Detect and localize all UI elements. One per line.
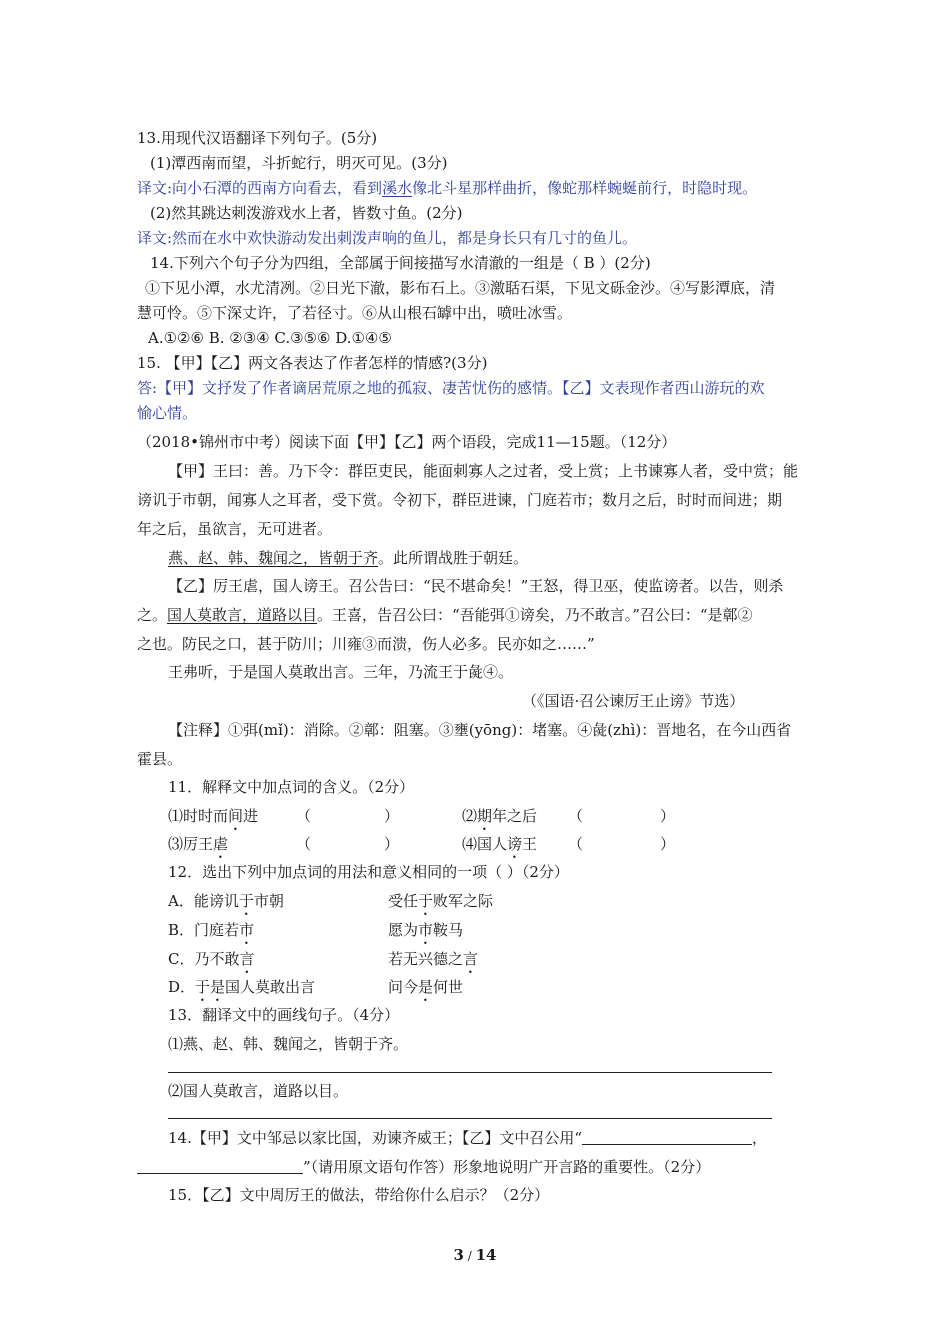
answer-line-1[interactable] (168, 1072, 772, 1073)
passage-jia-line-1: 【甲】王曰：善。乃下令：群臣吏民，能面刺寡人之过者，受上赏；上书谏寡人者，受中赏；能 (168, 462, 799, 480)
question-13b-sentence-1: ⑴燕、赵、韩、魏闻之，皆朝于齐。 (168, 1035, 409, 1053)
question-11-paren-2-open: （ (568, 807, 584, 825)
answer-line-2[interactable] (168, 1118, 772, 1119)
page-number: 3 / 14 (453, 1246, 497, 1264)
question-14-title: 14.下列六个句子分为四组，全部属于间接描写水清澈的一组是（ B ）(2分) (150, 254, 651, 272)
fill-blank-2[interactable] (137, 1159, 303, 1174)
question-13b-sentence-2: ⑵国人莫敢言，道路以目。 (168, 1082, 349, 1100)
passage-yi-line-2: 之。国人莫敢言，道路以目。王喜，告召公曰：“吾能弭①谤矣，乃不敢言。”召公曰：“是鄣② (137, 606, 753, 624)
fill-blank-1[interactable] (582, 1130, 752, 1145)
question-13-title: 13.用现代汉语翻译下列句子。(5分) (137, 129, 378, 147)
question-11-item-1: ⑴时时而间进 (168, 807, 259, 825)
question-12-option-d-left: D．于是国人莫敢出言 (168, 978, 316, 996)
notes-line-2: 霍县。 (137, 750, 183, 768)
reading-intro: （2018•锦州市中考）阅读下面【甲】【乙】两个语段，完成11—15题。（12分） (137, 433, 677, 451)
question-11-item-2: ⑵期年之后 (462, 807, 538, 825)
question-14b-line-1: 14.【甲】文中邹忌以家比国，劝谏齐威王；【乙】文中召公用“ ， (168, 1129, 768, 1147)
passage-yi-line-4: 王弗听，于是国人莫敢出言。三年，乃流王于彘④。 (168, 663, 514, 681)
question-13-sentence-1: (1)潭西南而望，斗折蛇行，明灭可见。(3分) (150, 154, 448, 172)
question-13-sentence-2: (2)然其跳达刺泼游戏水上者，皆数寸鱼。(2分) (150, 204, 463, 222)
question-13b-title: 13．翻译文中的画线句子。（4分） (168, 1006, 400, 1024)
question-12-option-c-right: 若无兴德之言 (388, 950, 479, 968)
question-15b-title: 15．【乙】文中周厉王的做法，带给你什么启示？（2分） (168, 1186, 550, 1204)
question-11-paren-2-close: ） (660, 807, 676, 825)
question-13-answer-2: 译文:然而在水中欢快游动发出刺泼声响的鱼儿，都是身长只有几寸的鱼儿。 (137, 229, 638, 247)
passage-yi-line-3: 之也。防民之口，甚于防川；川雍③而溃，伤人必多。民亦如之……” (137, 635, 595, 653)
question-12-option-b-left: B．门庭若市 (168, 921, 255, 939)
question-12-option-a-right: 受任于败军之际 (388, 892, 494, 910)
question-11-item-3: ⑶厉王虐 (168, 835, 229, 853)
question-14-line-1: ①下见小潭，水尤清冽。②日光下澈，影布石上。③激聒石渠，下见文砾金沙。④写影潭底，清 (145, 279, 776, 297)
question-12-option-d-right: 问今是何世 (388, 978, 464, 996)
question-14-options: A.①②⑥ B. ②③④ C.③⑤⑥ D.①④⑤ (148, 329, 392, 347)
question-12-option-b-right: 愿为市鞍马 (388, 921, 464, 939)
passage-jia-line-4: 燕、赵、韩、魏闻之，皆朝于齐。此所谓战胜于朝廷。 (168, 549, 529, 567)
question-11-paren-4-open: （ (568, 835, 584, 853)
question-12-option-c-left: C．乃不敢言 (168, 950, 255, 968)
question-15-title: 15. 【甲】【乙】两文各表达了作者怎样的情感?(3分) (137, 354, 488, 372)
passage-source: （《国语·召公谏厉王止谤》节选） (522, 692, 745, 710)
question-11-paren-3-close: ） (384, 835, 400, 853)
question-11-paren-3-open: （ (296, 835, 312, 853)
question-11-item-4: ⑷国人谤王 (462, 835, 538, 853)
question-13-answer-1: 译文:向小石潭的西南方向看去，看到溪水像北斗星那样曲折，像蛇那样蜿蜒前行，时隐时现。 (137, 179, 758, 197)
passage-jia-line-2: 谤讥于市朝，闻寡人之耳者，受下赏。令初下，群臣进谏，门庭若市；数月之后，时时而间进；期 (137, 491, 783, 509)
question-14-line-2: 慧可怜。⑤下深丈许，了若径寸。⑥从山根石罅中出，喷吐冰雪。 (137, 304, 573, 322)
notes-line-1: 【注释】①弭(mǐ)：消除。②鄣：阻塞。③壅(yōng)：堵塞。④彘(zhì)：晋地名，在今山西省 (168, 721, 792, 739)
question-11-title: 11．解释文中加点词的含义。（2分） (168, 778, 415, 796)
question-11-paren-1-open: （ (296, 807, 312, 825)
question-14b-line-2: ”（请用原文语句作答）形象地说明广开言路的重要性。（2分） (137, 1157, 710, 1177)
question-12-option-a-left: A．能谤讥于市朝 (168, 892, 284, 910)
question-15-answer-line-1: 答:【甲】文抒发了作者谪居荒原之地的孤寂、凄苦忧伤的感情。【乙】文表现作者西山游玩的欢 (137, 379, 765, 397)
passage-jia-line-3: 年之后，虽欲言，无可进者。 (137, 520, 333, 538)
question-12-title: 12．选出下列中加点词的用法和意义相同的一项（ ）（2分） (168, 863, 569, 881)
question-11-paren-1-close: ） (384, 807, 400, 825)
question-15-answer-line-2: 愉心情。 (137, 404, 198, 422)
question-11-paren-4-close: ） (660, 835, 676, 853)
passage-yi-line-1: 【乙】厉王虐，国人谤王。召公告曰：“民不堪命矣！”王怒，得卫巫，使监谤者。以告，则杀 (168, 577, 784, 595)
